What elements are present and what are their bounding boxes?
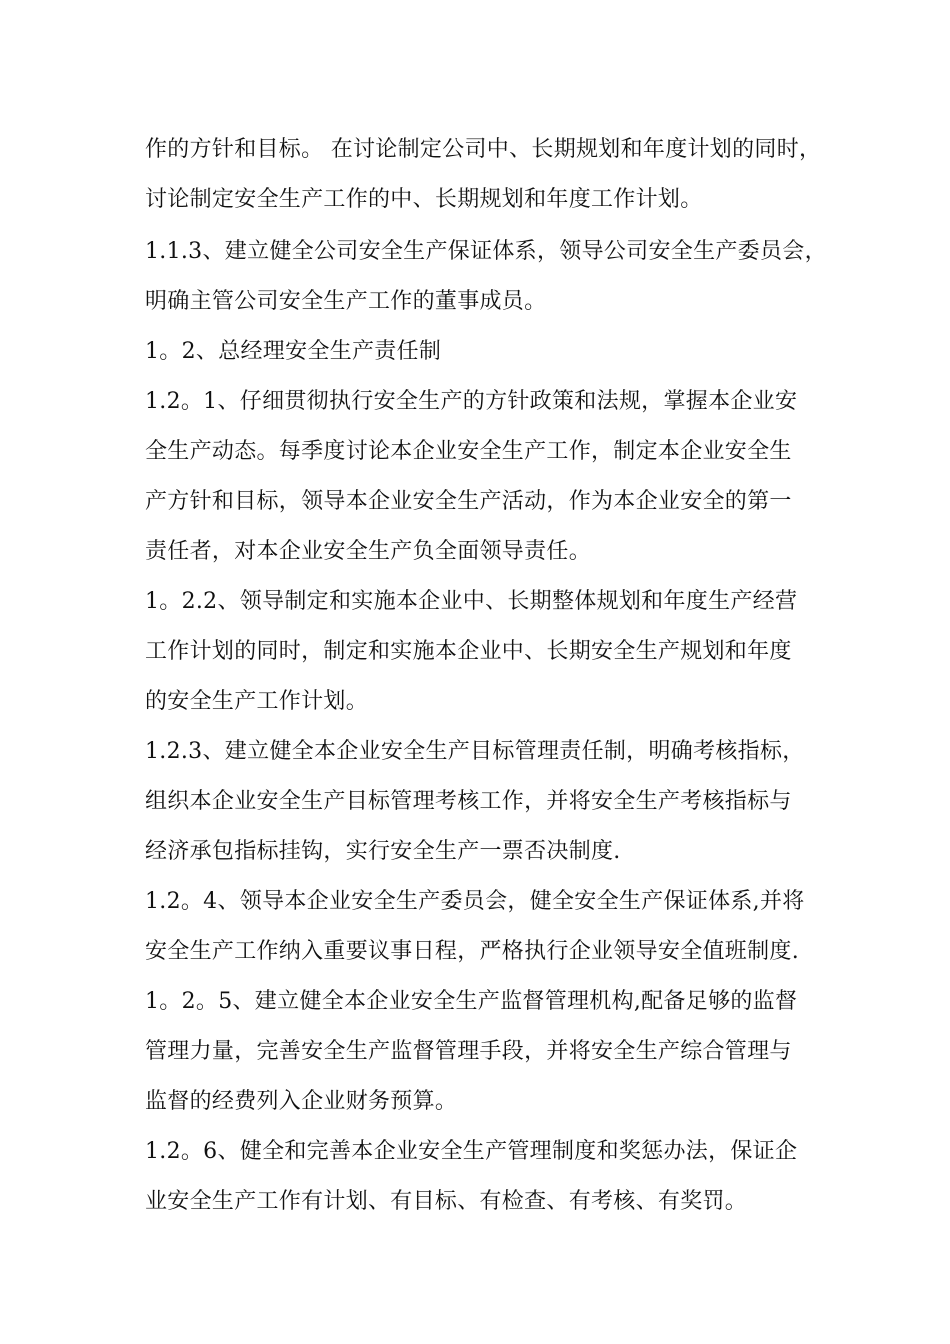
text-line: 管理力量，完善安全生产监督管理手段，并将安全生产综合管理与 xyxy=(145,1039,792,1064)
text-line: 1。2、总经理安全生产责任制 xyxy=(145,339,442,364)
text-line: 明确主管公司安全生产工作的董事成员。 xyxy=(145,289,547,314)
text-line: 的安全生产工作计划。 xyxy=(145,689,369,714)
text-line: 监督的经费列入企业财务预算。 xyxy=(145,1089,458,1114)
text-line: 组织本企业安全生产目标管理考核工作，并将安全生产考核指标与 xyxy=(145,789,792,814)
text-line: 1。2.2、领导制定和实施本企业中、长期整体规划和年度生产经营 xyxy=(145,589,798,614)
text-line: 1.1.3、建立健全公司安全生产保证体系，领导公司安全生产委员会， xyxy=(145,239,827,264)
text-line: 工作计划的同时，制定和实施本企业中、长期安全生产规划和年度 xyxy=(145,639,792,664)
text-line: 1。2。5、建立健全本企业安全生产监督管理机构,配备足够的监督 xyxy=(145,989,798,1014)
text-line: 作的方针和目标。 在讨论制定公司中、长期规划和年度计划的同时， xyxy=(145,137,822,162)
text-line: 业安全生产工作有计划、有目标、有检查、有考核、有奖罚。 xyxy=(145,1189,748,1214)
text-line: 1.2.3、建立健全本企业安全生产目标管理责任制，明确考核指标， xyxy=(145,739,805,764)
text-line: 1.2。4、领导本企业安全生产委员会，健全安全生产保证体系,并将 xyxy=(145,889,805,914)
text-line: 产方针和目标，领导本企业安全生产活动，作为本企业安全的第一 xyxy=(145,489,792,514)
text-line: 经济承包指标挂钩，实行安全生产一票否决制度. xyxy=(145,839,621,864)
text-line: 责任者，对本企业安全生产负全面领导责任。 xyxy=(145,539,592,564)
text-line: 1.2。6、健全和完善本企业安全生产管理制度和奖惩办法，保证企 xyxy=(145,1139,798,1164)
text-line: 全生产动态。每季度讨论本企业安全生产工作，制定本企业安全生 xyxy=(145,439,792,464)
text-line: 讨论制定安全生产工作的中、长期规划和年度工作计划。 xyxy=(145,187,703,212)
text-line: 1.2。1、仔细贯彻执行安全生产的方针政策和法规，掌握本企业安 xyxy=(145,389,798,414)
text-line: 安全生产工作纳入重要议事日程，严格执行企业领导安全值班制度. xyxy=(145,939,799,964)
